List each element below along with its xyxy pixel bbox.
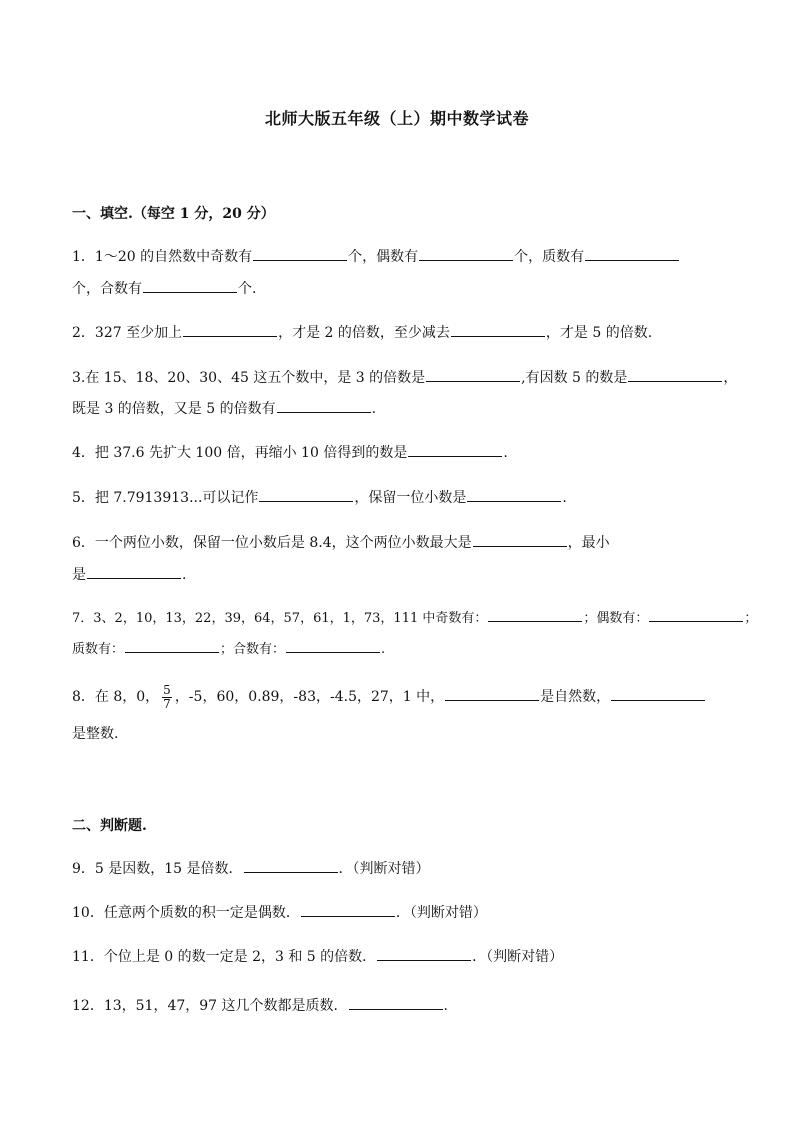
question-3-line-2: 既是 3 的倍数，又是 5 的倍数有 . xyxy=(72,398,376,419)
page-title: 北师大版五年级（上）期中数学试卷 xyxy=(264,109,529,128)
answer-blank[interactable] xyxy=(87,564,181,579)
answer-blank[interactable] xyxy=(585,246,679,261)
answer-blank[interactable] xyxy=(488,607,582,622)
question-10: 10．任意两个质数的积一定是偶数． ．（判断对错） xyxy=(72,902,487,923)
question-9: 9．5 是因数，15 是倍数． ．（判断对错） xyxy=(72,858,430,879)
answer-blank[interactable] xyxy=(301,902,395,917)
section-heading-judgement: 二、判断题. xyxy=(72,818,147,834)
question-7-line-1: 7．3、2，10，13，22，39，64，57，61，1，73，111 中奇数有： ；偶数有： ； xyxy=(72,607,757,629)
question-5: 5．把 7.7913913...可以记作 ，保留一位小数是 . xyxy=(72,487,567,508)
answer-blank[interactable] xyxy=(253,246,347,261)
section-heading-fill-blank: 一、填空.（每空 1 分，20 分） xyxy=(72,206,275,222)
question-12: 12．13，51，47，97 这几个数都是质数． . xyxy=(72,995,448,1016)
answer-blank[interactable] xyxy=(426,367,520,382)
answer-blank[interactable] xyxy=(349,995,443,1010)
answer-blank[interactable] xyxy=(451,322,545,337)
answer-blank[interactable] xyxy=(408,442,502,457)
answer-blank[interactable] xyxy=(244,858,338,873)
answer-blank[interactable] xyxy=(377,946,471,961)
answer-blank[interactable] xyxy=(649,607,743,622)
question-11: 11．个位上是 0 的数一定是 2，3 和 5 的倍数． ．（判断对错） xyxy=(72,946,563,967)
answer-blank[interactable] xyxy=(473,532,567,547)
question-6-line-2: 是 . xyxy=(72,564,186,585)
answer-blank[interactable] xyxy=(143,278,237,293)
question-1-line-2: 个，合数有 个. xyxy=(72,278,256,299)
question-6-line-1: 6．一个两位小数，保留一位小数后是 8.4，这个两位小数最大是 ，最小 xyxy=(72,532,610,553)
question-2: 2．327 至少加上 ，才是 2 的倍数，至少减去 ，才是 5 的倍数. xyxy=(72,322,652,343)
answer-blank[interactable] xyxy=(125,638,219,653)
question-4: 4．把 37.6 先扩大 100 倍，再缩小 10 倍得到的数是 . xyxy=(72,442,508,463)
question-1-line-1: 1．1～20 的自然数中奇数有 个，偶数有 个，质数有 xyxy=(72,246,680,267)
fraction: $\frac{5}{7}$ xyxy=(163,682,171,711)
answer-blank[interactable] xyxy=(183,322,277,337)
question-8-line-1: 8．在 8，0， $\frac{5}{7}$ ，-5，60，0.89，-83，-4.5，27，1 中， 是自然数， xyxy=(72,680,706,714)
answer-blank[interactable] xyxy=(628,367,722,382)
answer-blank[interactable] xyxy=(445,686,539,701)
answer-blank[interactable] xyxy=(277,398,371,413)
answer-blank[interactable] xyxy=(259,487,353,502)
question-7-line-2: 质数有： ；合数有： . xyxy=(72,638,385,660)
answer-blank[interactable] xyxy=(467,487,561,502)
answer-blank[interactable] xyxy=(286,638,380,653)
answer-blank[interactable] xyxy=(611,686,705,701)
question-8-line-2: 是整数. xyxy=(72,726,119,742)
question-3-line-1: 3.在 15、18、20、30、45 这五个数中，是 3 的倍数是 ,有因数 5 的数是 ， xyxy=(72,367,737,388)
answer-blank[interactable] xyxy=(419,246,513,261)
